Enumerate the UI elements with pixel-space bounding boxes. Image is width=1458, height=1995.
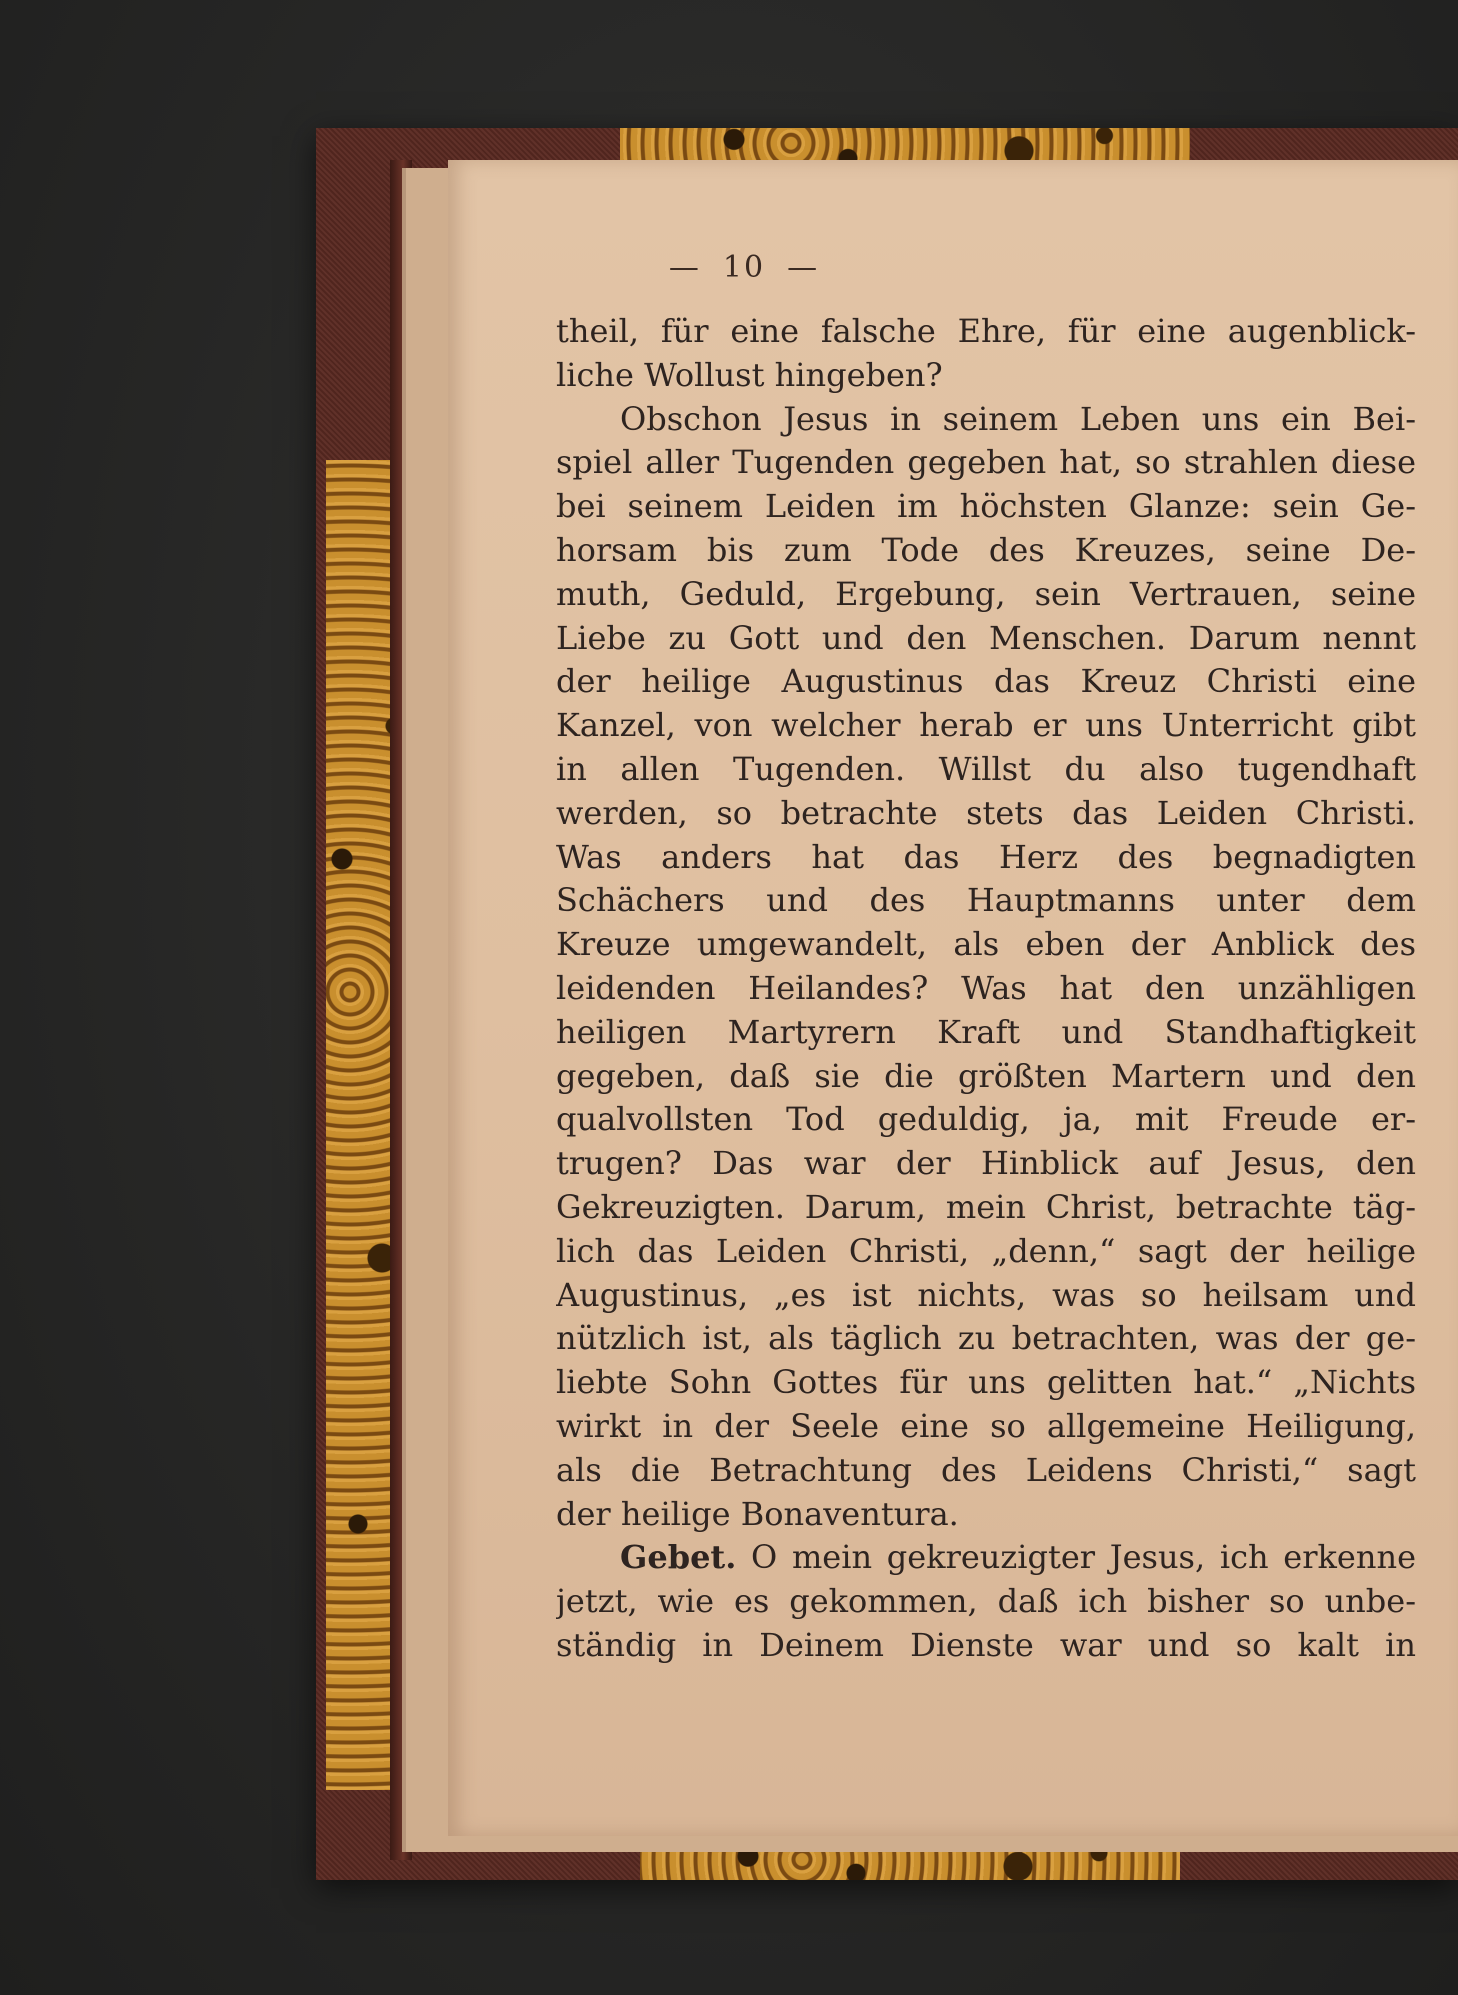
prayer-text: O mein gekreuzigter Jesus, ich erkenne [751,1538,1416,1577]
text-line: gegeben, daß sie die größten Martern und den [556,1056,1416,1095]
text-line: ständig in Deinem Dienste war und so kalt in [556,1625,1416,1664]
text-line: nützlich ist, als täglich zu betrachten, was der ge- [556,1319,1416,1358]
text-line: Schächers und des Hauptmanns unter dem [556,881,1416,920]
text-line: der heilige Bonaventura. [556,1494,959,1533]
text-line: heiligen Martyrern Kraft und Standhaftigkeit [556,1012,1416,1051]
text-line: werden, so betrachte stets das Leiden Christi. [556,793,1416,832]
text-line: Obschon Jesus in seinem Leben uns ein Bei- [620,399,1416,438]
text-line: der heilige Augustinus das Kreuz Christi eine [556,662,1416,701]
text-line: qualvollsten Tod geduldig, ja, mit Freude er- [556,1100,1416,1139]
text-line: als die Betrachtung des Leidens Christi,“ sagt [556,1450,1416,1489]
text-line: Gekreuzigten. Darum, mein Christ, betrachte täg- [556,1187,1416,1226]
text-line: Kreuze umgewandelt, als eben der Anblick des [556,925,1416,964]
prayer-first-line [556,1536,1416,1580]
dash-left: — [668,250,701,285]
prayer-label: Gebet. [620,1538,737,1577]
dash-right: — [787,250,820,285]
text-line: in allen Tugenden. Willst du also tugendhaft [556,749,1416,788]
text-line: spiel aller Tugenden gegeben hat, so strahlen diese [556,443,1416,482]
text-line: lich das Leiden Christi, „denn,“ sagt der heilige [556,1231,1416,1270]
text-line: Was anders hat das Herz des begnadigten [556,837,1416,876]
text-line: leidenden Heilandes? Was hat den unzähligen [556,968,1416,1007]
page-text [556,310,1416,1668]
text-line: Liebe zu Gott und den Menschen. Darum nennt [556,618,1416,657]
text-line: Kanzel, von welcher herab er uns Unterricht gibt [556,706,1416,745]
text-line: trugen? Das war der Hinblick auf Jesus, den [556,1144,1416,1183]
text-line: jetzt, wie es gekommen, daß ich bisher so unbe- [556,1582,1416,1621]
text-line: wirkt in der Seele eine so allgemeine Heiligung, [556,1406,1416,1445]
text-line: theil, für eine falsche Ehre, für eine augenblick- [556,312,1416,350]
text-line: liche Wollust hingeben? [556,355,943,394]
text-line: horsam bis zum Tode des Kreuzes, seine De- [556,530,1416,569]
text-line: muth, Geduld, Ergebung, sein Vertrauen, seine [556,574,1416,613]
page-number-header [0,250,1458,285]
text-line: Augustinus, „es ist nichts, was so heilsam und [556,1275,1416,1314]
text-line: bei seinem Leiden im höchsten Glanze: sein Ge- [556,487,1416,526]
text-line: liebte Sohn Gottes für uns gelitten hat.“ „Nichts [556,1363,1416,1402]
page-number: 10 [722,250,766,285]
